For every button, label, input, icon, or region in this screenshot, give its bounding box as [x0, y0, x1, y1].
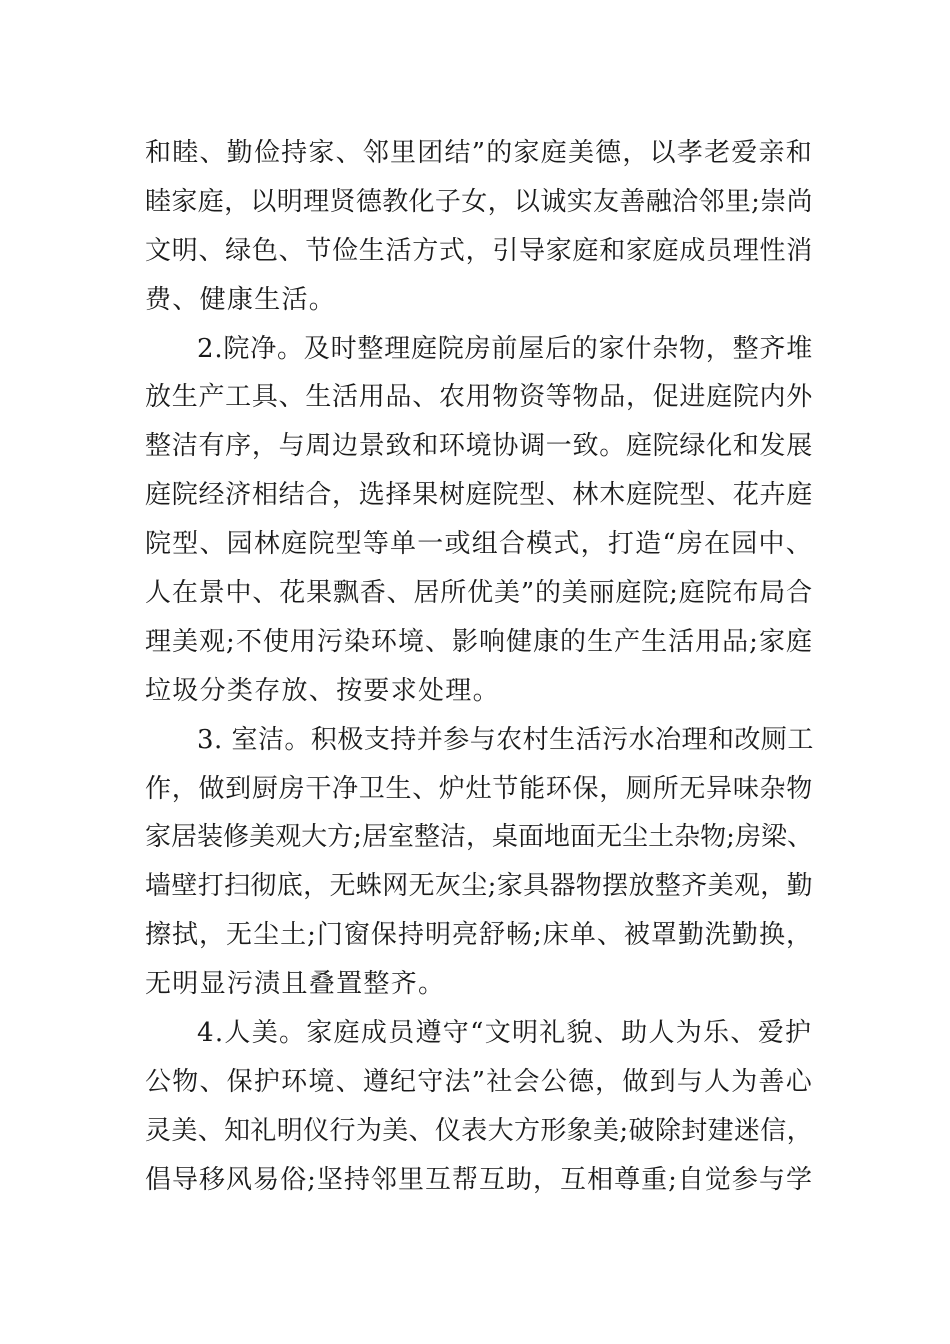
text-line-21: 灵美、知礼明仪行为美、仪表大方形象美;破除封建迷信， [145, 1115, 813, 1146]
text-line-10: 人在景中、花果飘香、居所优美”的美丽庭院;庭院布局合 [145, 578, 813, 609]
text-line-9: 院型、园林庭院型等单一或组合模式，打造“房在园中、 [145, 529, 813, 560]
text-line-11: 理美观;不使用污染环境、影响健康的生产生活用品;家庭 [145, 626, 813, 657]
text-line-16: 墙壁打扫彻底，无蛛网无灰尘;家具器物摆放整齐美观，勤 [145, 871, 813, 902]
item-2-heading-line: 2.院净。及时整理庭院房前屋后的家什杂物，整齐堆 [197, 333, 813, 364]
text-line-22: 倡导移风易俗;坚持邻里互帮互助，互相尊重;自觉参与学 [145, 1164, 813, 1195]
text-line-20: 公物、保护环境、遵纪守法”社会公德，做到与人为善心 [145, 1066, 813, 1097]
item-3-heading-line: 3. 室洁。积极支持并参与农村生活污水冶理和改厕工 [197, 724, 814, 755]
body-text [145, 129, 813, 1205]
text-line-14: 作，做到厨房干净卫生、炉灶节能环保，厕所无异味杂物 [145, 773, 813, 804]
item-4-heading-line: 4.人美。家庭成员遵守“文明礼貌、助人为乐、爱护 [197, 1018, 813, 1049]
text-line-15: 家居装修美观大方;居室整洁，桌面地面无尘土杂物;房梁、 [145, 822, 813, 853]
text-line-8: 庭院经济相结合，选择果树庭院型、林木庭院型、花卉庭 [145, 480, 813, 511]
text-line-7: 整洁有序，与周边景致和环境协调一致。庭院绿化和发展 [145, 431, 813, 462]
text-line-1: 和睦、勤俭持家、邻里团结”的家庭美德，以孝老爱亲和 [145, 138, 813, 168]
text-line-4: 费、健康生活。 [145, 284, 337, 315]
text-line-3: 文明、绿色、节俭生活方式，引导家庭和家庭成员理性消 [145, 235, 813, 266]
text-line-6: 放生产工具、生活用品、农用物资等物品，促进庭院内外 [145, 382, 813, 413]
text-line-17: 擦拭，无尘土;门窗保持明亮舒畅;床单、被罩勤洗勤换， [145, 920, 813, 951]
text-line-2: 睦家庭，以明理贤德教化子女，以诚实友善融洽邻里;崇尚 [145, 186, 813, 217]
text-line-18: 无明显污渍且叠置整齐。 [145, 969, 446, 1000]
text-line-12: 垃圾分类存放、按要求处理。 [145, 675, 500, 706]
